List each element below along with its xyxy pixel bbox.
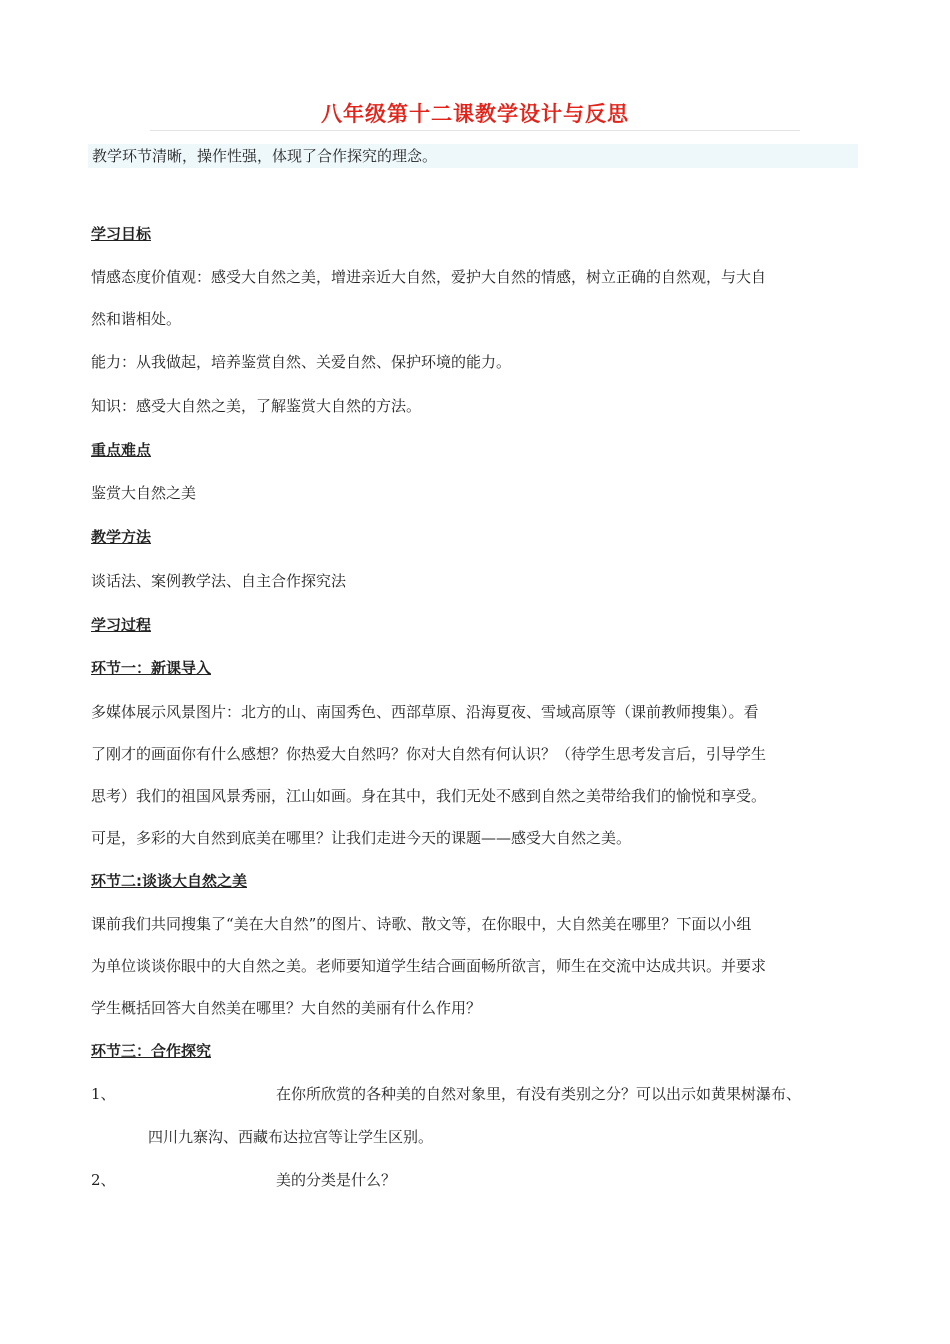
summary-banner: 教学环节清晰，操作性强，体现了合作探究的理念。 bbox=[88, 144, 858, 168]
list-item-text: 美的分类是什么？ bbox=[276, 1171, 397, 1189]
key-text: 鉴赏大自然之美 bbox=[91, 484, 197, 502]
step1-line: 思考）我们的祖国风景秀丽，江山如画。身在其中，我们无处不感到自然之美带给我们的愉悦和享受。 bbox=[91, 787, 767, 805]
step1-line: 了刚才的画面你有什么感想？你热爱大自然吗？你对大自然有何认识？（待学生思考发言后，引导学生 bbox=[91, 745, 767, 763]
objectives-heading: 学习目标 bbox=[91, 225, 152, 243]
key-heading: 重点难点 bbox=[91, 441, 152, 459]
method-heading: 教学方法 bbox=[91, 528, 152, 546]
ability-line: 能力：从我做起，培养鉴赏自然、关爱自然、保护环境的能力。 bbox=[91, 353, 512, 371]
objectives-line: 然和谐相处。 bbox=[91, 310, 182, 328]
title-divider bbox=[150, 130, 800, 131]
list-item-number: 1、 bbox=[91, 1085, 116, 1103]
list-item-text: 在你所欣赏的各种美的自然对象里，有没有类别之分？可以出示如黄果树瀑布、 bbox=[276, 1085, 802, 1103]
step3-heading: 环节三：合作探究 bbox=[91, 1042, 212, 1060]
process-heading: 学习过程 bbox=[91, 616, 152, 634]
step2-heading: 环节二:谈谈大自然之美 bbox=[91, 872, 247, 890]
objectives-line: 情感态度价值观：感受大自然之美，增进亲近大自然，爱护大自然的情感，树立正确的自然观，与大自 bbox=[91, 268, 767, 286]
list-item-number: 2、 bbox=[91, 1171, 116, 1189]
method-text: 谈话法、案例教学法、自主合作探究法 bbox=[91, 572, 347, 590]
knowledge-line: 知识：感受大自然之美，了解鉴赏大自然的方法。 bbox=[91, 397, 422, 415]
step1-heading: 环节一：新课导入 bbox=[91, 659, 212, 677]
step2-line: 学生概括回答大自然美在哪里？大自然的美丽有什么作用？ bbox=[91, 999, 482, 1017]
step1-line: 多媒体展示风景图片：北方的山、南国秀色、西部草原、沿海夏夜、雪域高原等（课前教师搜集）。看 bbox=[91, 703, 759, 721]
step1-line: 可是，多彩的大自然到底美在哪里？让我们走进今天的课题——感受大自然之美。 bbox=[91, 829, 632, 847]
document-title: 八年级第十二课教学设计与反思 bbox=[321, 102, 629, 126]
step2-line: 课前我们共同搜集了“美在大自然”的图片、诗歌、散文等，在你眼中，大自然美在哪里？下面以小组 bbox=[91, 915, 752, 933]
list-item-continuation: 四川九寨沟、西藏布达拉宫等让学生区别。 bbox=[148, 1128, 434, 1146]
step2-line: 为单位谈谈你眼中的大自然之美。老师要知道学生结合画面畅所欲言，师生在交流中达成共识。并要求 bbox=[91, 957, 767, 975]
